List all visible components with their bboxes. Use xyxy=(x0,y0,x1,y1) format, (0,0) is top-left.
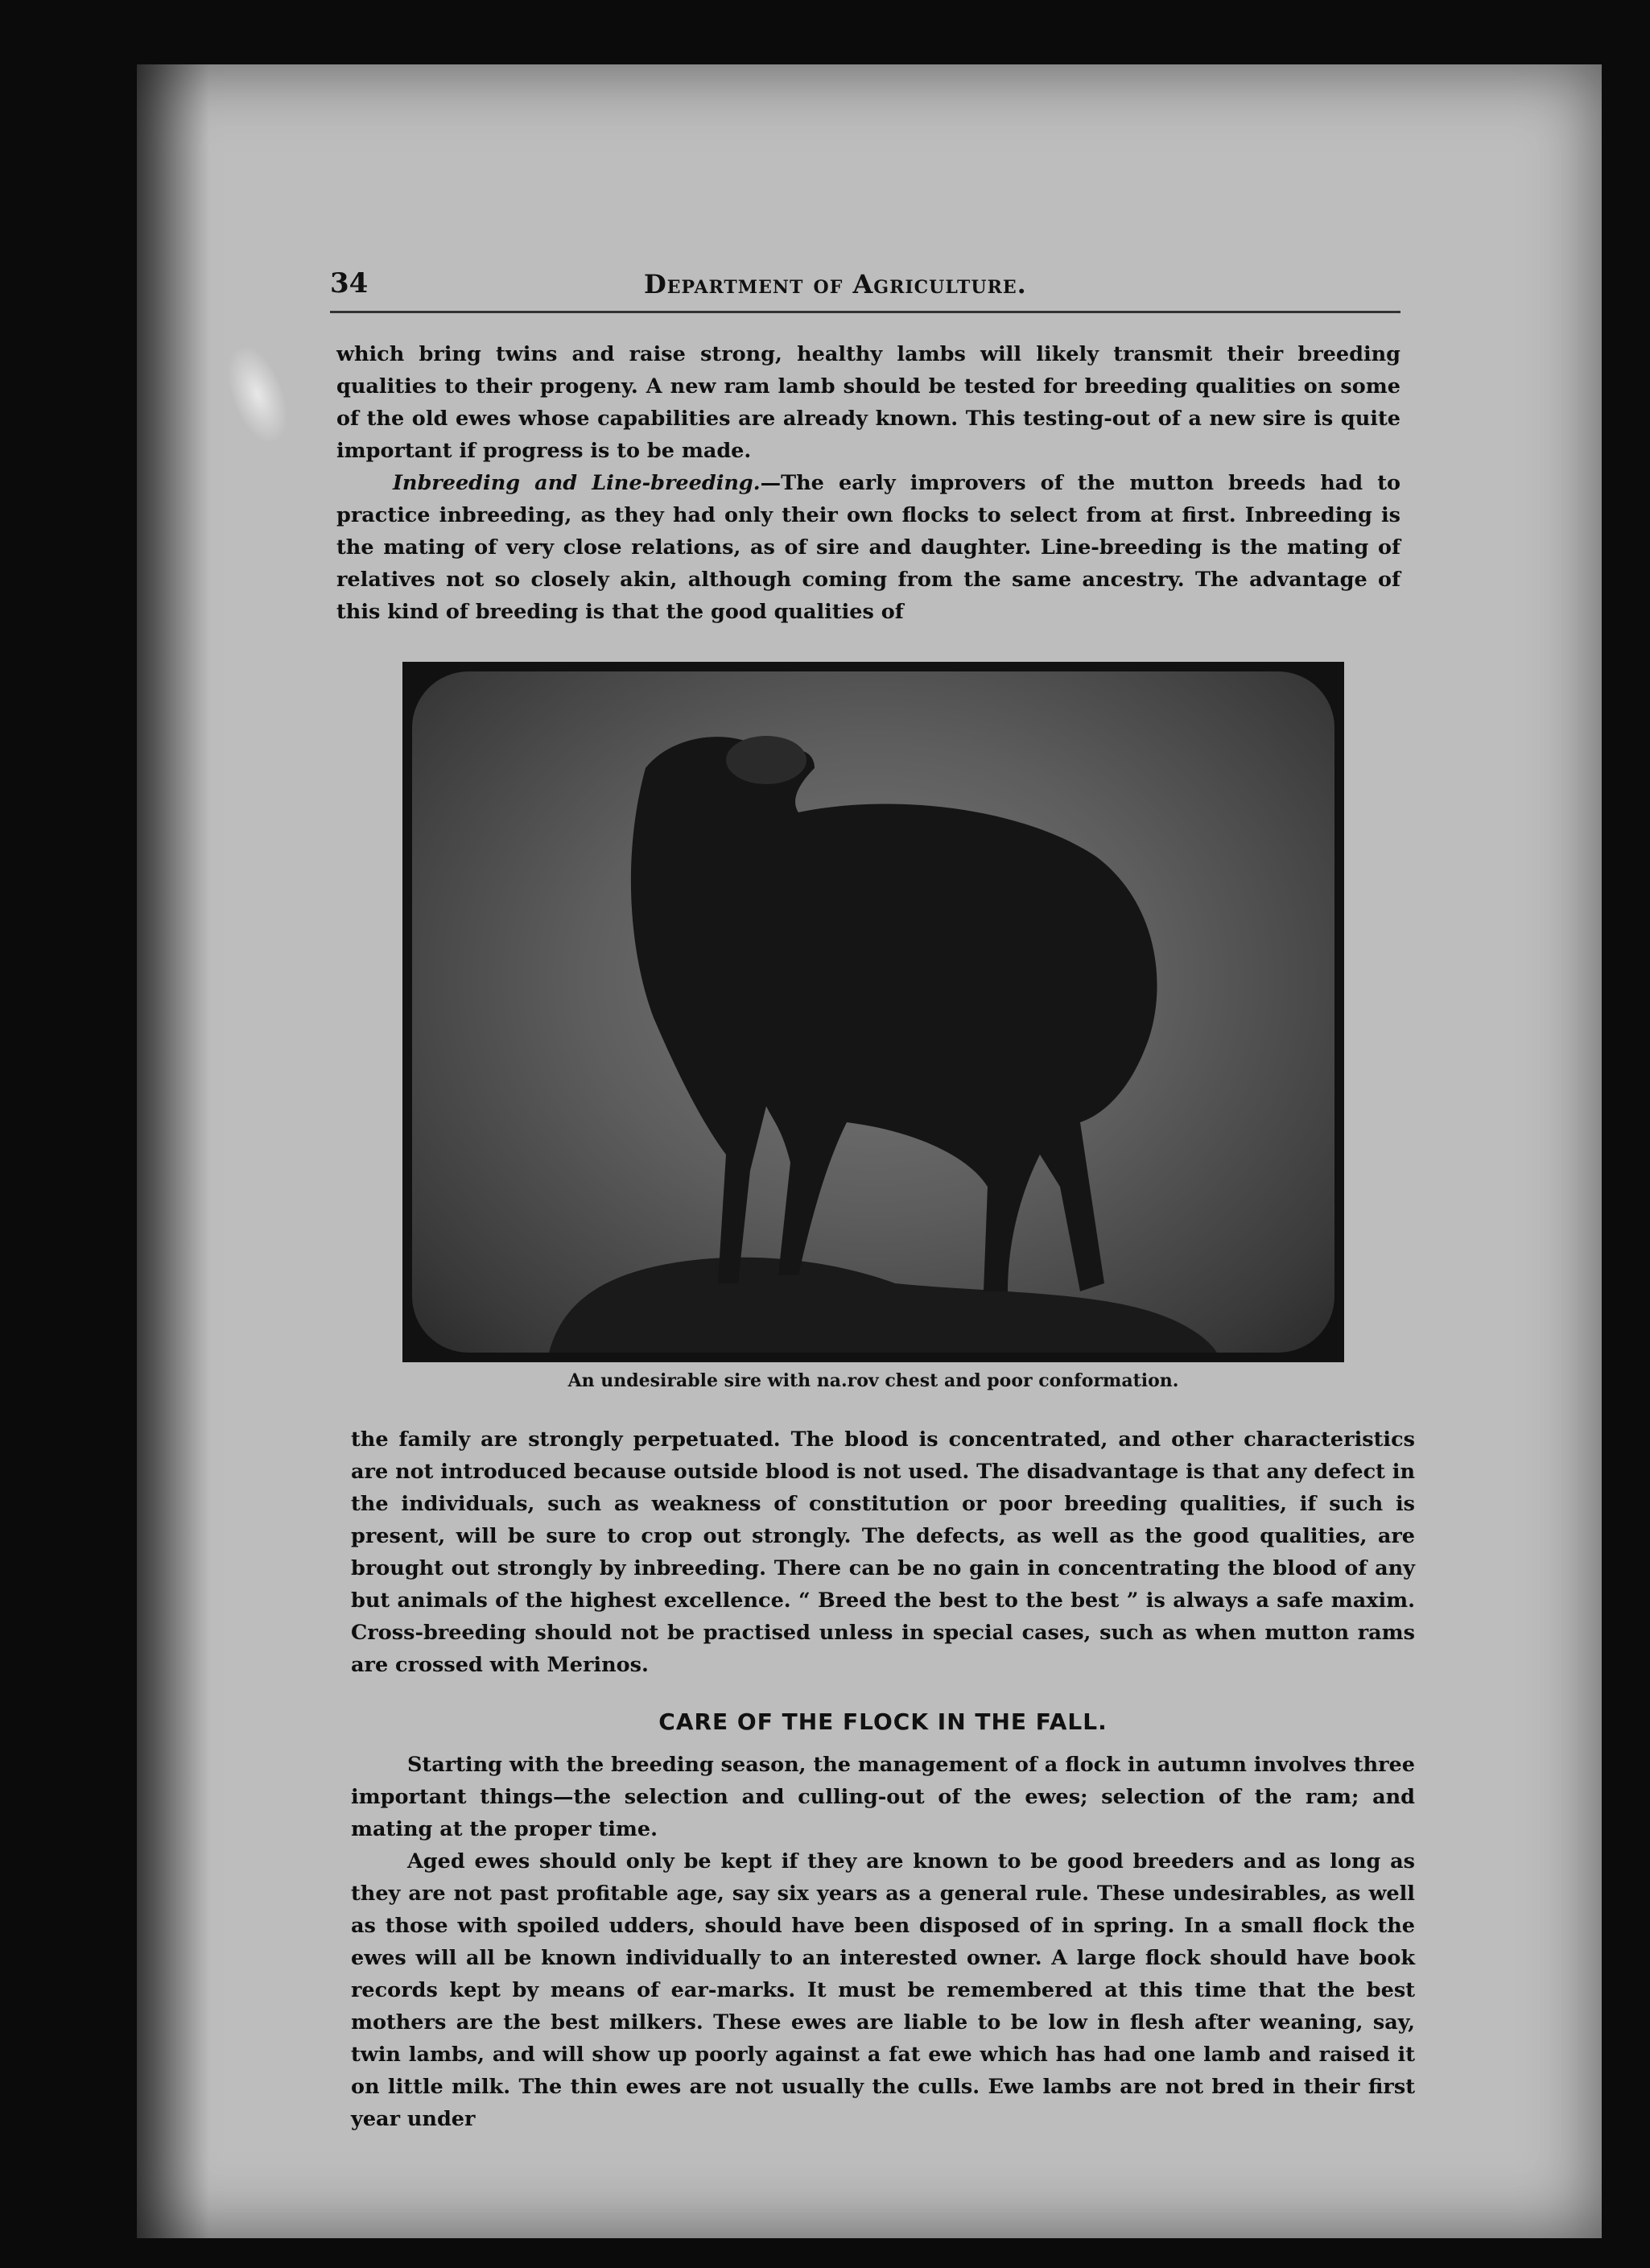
paragraph: which bring twins and raise strong, healthy lambs will likely transmit their breeding qualities to their progeny. A new ram lamb should be tested for breeding qualities on some of the old ewes whose capabilities are already known. This testing-out of a new sire is quite important if progress is to be made. xyxy=(336,342,1400,463)
inline-text: —The early improvers of the mutton breeds had to practice inbreeding, as they had only their own flocks to select from at first. Inbreeding is the mating of very close relations, as of sire and daughter. Line-breeding is the mating of relatives not so closely akin, although coming from the same ancestry. The advantage of this kind of breeding is that the good qualities of xyxy=(336,471,1400,624)
section-heading: CARE OF THE FLOCK IN THE FALL. xyxy=(658,1708,1108,1735)
paragraph: Starting with the breeding season, the management of a flock in autumn involves three important things—the selection and culling-out of the ewes; selection of the ram; and mating at the proper time. xyxy=(351,1753,1415,1841)
page-number: 34 xyxy=(330,267,369,300)
figure-caption: An undesirable sire with na.rov chest and poor conformation. xyxy=(567,1370,1179,1391)
page-header xyxy=(330,267,1400,308)
scan-border xyxy=(1602,64,1650,2238)
running-head: Department of Agriculture. xyxy=(644,269,1027,300)
text-block-top xyxy=(336,338,1400,628)
paragraph: Aged ewes should only be kept if they are known to be good breeders and as long as they are not past profitable age, say six years as a general rule. These undesirables, as well as those with spoiled udders, should have been disposed of in spring. In a small flock the ewes will all be known individually to an interested owner. A large flock should have book records kept by means of ear-marks. It must be remembered at this time that the best mothers are the best milkers. These ewes are liable to be low in flesh after weaning, say, twin lambs, and will show up poorly against a fat ewe which has had one lamb and raised it on little milk. The thin ewes are not usually the culls. Ewe lambs are not bred in their first year under xyxy=(351,1849,1415,2131)
sheep-illustration xyxy=(412,671,1334,1353)
header-rule xyxy=(330,311,1400,313)
text-block-bottom xyxy=(351,1749,1415,2135)
paragraph-inbreeding xyxy=(336,467,1400,628)
inline-heading: Inbreeding and Line-breeding. xyxy=(393,471,761,495)
figure-photo xyxy=(402,662,1344,1362)
sheep-photograph xyxy=(412,671,1334,1353)
paragraph: the family are strongly perpetuated. The blood is concentrated, and other characteristics are not introduced because outside blood is not used. The disadvantage is that any defect in the individuals, such as weakness of constitution or poor breeding qualities, if such is present, will be sure to crop out strongly. The defects, as well as the good qualities, are brought out strongly by inbreeding. There can be no gain in concentrating the blood of any but animals of the highest excellence. “ Breed the best to the best ” is always a safe maxim. Cross-breeding should not be practised unless in special cases, such as when mutton rams are crossed with Merinos. xyxy=(351,1427,1415,1677)
text-block-middle xyxy=(351,1423,1415,1681)
